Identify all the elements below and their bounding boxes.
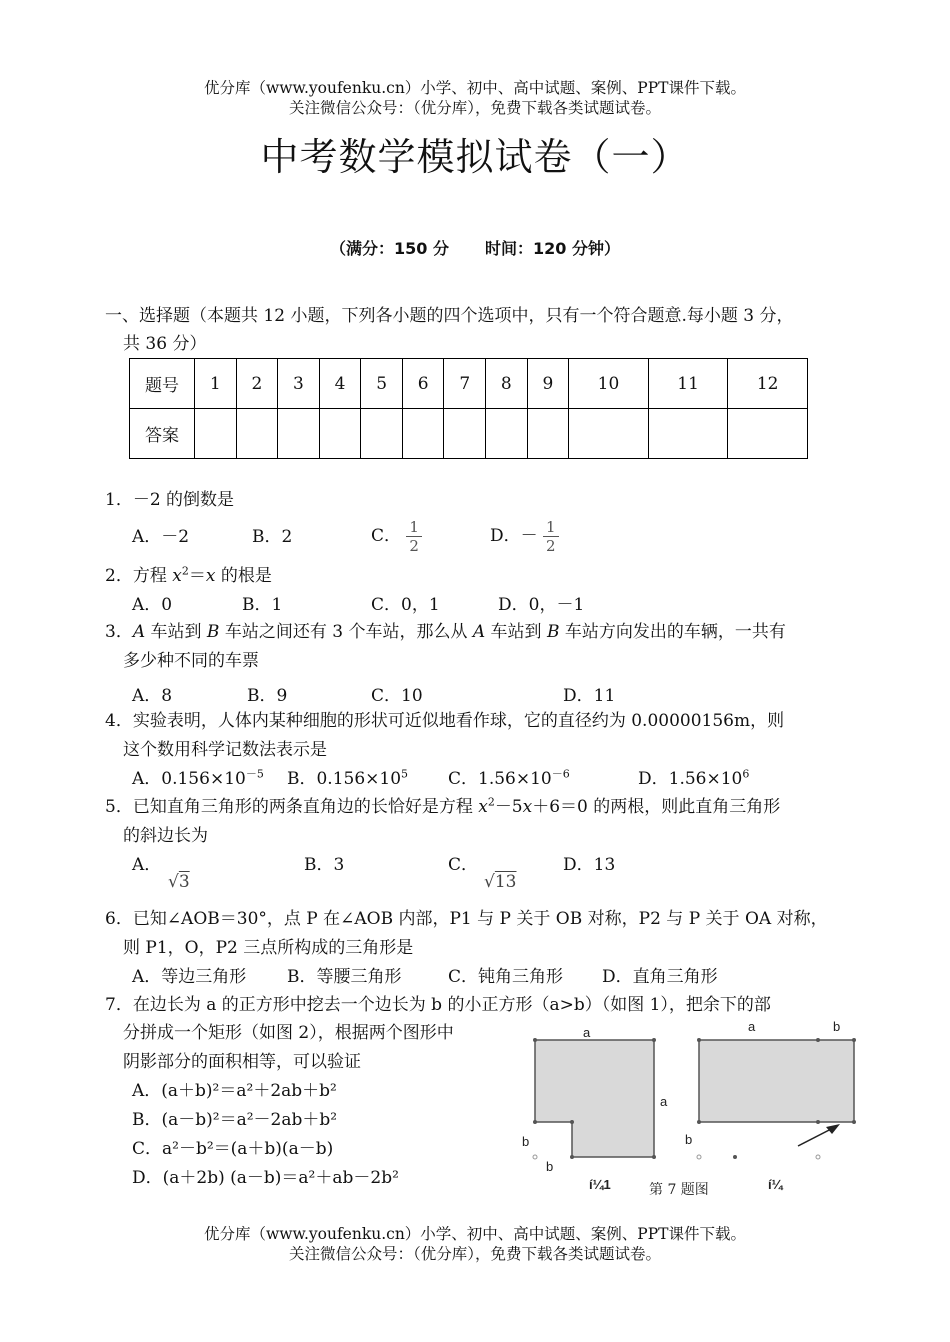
fig1-label: í¼1 bbox=[589, 1177, 611, 1192]
header-line-1: 优分库（www.youfenku.cn）小学、初中、高中试题、案例、PPT课件下载。 bbox=[203, 79, 747, 97]
q4-line-2: 这个数用科学记数法表示是 bbox=[123, 740, 327, 760]
answer-cell[interactable] bbox=[648, 409, 728, 459]
exam-info bbox=[0, 236, 950, 259]
q1-stem: 1．－2 的倒数是 bbox=[105, 490, 235, 510]
q3-option-d: D．11 bbox=[563, 686, 616, 706]
number-cell: 3 bbox=[278, 359, 320, 409]
fig1-shape bbox=[535, 1040, 654, 1157]
q3-line-2: 多少种不同的车票 bbox=[123, 651, 259, 671]
fig1-label-b-side: b bbox=[522, 1134, 530, 1149]
q5-line-2: 的斜边长为 bbox=[123, 826, 208, 846]
q7-option-d: D．(a＋2b) (a－b)＝a²＋ab－2b² bbox=[132, 1168, 399, 1188]
fig2-arrowhead bbox=[826, 1124, 840, 1134]
q5-option-b: B．3 bbox=[304, 855, 345, 875]
number-cell: 10 bbox=[569, 359, 649, 409]
q6-line-1: 6．已知∠AOB＝30°，点 P 在∠AOB 内部，P1 与 P 关于 OB 对称，P2 与 P 关于 OA 对称， bbox=[105, 909, 828, 929]
q2-option-d: D．0，－1 bbox=[498, 595, 585, 615]
q6-line-2: 则 P1，O，P2 三点所构成的三角形是 bbox=[123, 938, 414, 958]
q2-stem: 2．方程 $x^2=x$ 的根是 bbox=[105, 564, 272, 586]
q7-option-b: B．(a－b)²＝a²－2ab＋b² bbox=[132, 1110, 338, 1130]
fig2-shape bbox=[699, 1040, 854, 1122]
q5-line-1: 5．已知直角三角形的两条直角边的长恰好是方程 $x^2-5x+6=0$ 的两根，则此直角三角形 bbox=[105, 795, 781, 817]
q4-option-c: C．$1.56\times 10^{-6}$ bbox=[448, 767, 570, 789]
number-cell: 6 bbox=[402, 359, 444, 409]
answer-cell[interactable] bbox=[195, 409, 237, 459]
q5-option-a: A． bbox=[132, 855, 162, 875]
q1-option-b: B．2 bbox=[252, 527, 293, 547]
fig2-label-a-top: a bbox=[748, 1019, 756, 1034]
fraction: $\frac{1}{2}$ bbox=[406, 518, 422, 555]
q6-option-d: D．直角三角形 bbox=[602, 967, 718, 987]
answer-cell[interactable] bbox=[402, 409, 444, 459]
q2-option-a: A．0 bbox=[132, 595, 173, 615]
number-cell: 12 bbox=[728, 359, 808, 409]
number-cell: 2 bbox=[236, 359, 278, 409]
q5-option-c: C． bbox=[448, 855, 479, 875]
answer-cell[interactable] bbox=[569, 409, 649, 459]
fig1-label-b-bottom: b bbox=[546, 1159, 554, 1174]
row-label-answer: 答案 bbox=[130, 409, 195, 459]
row-label-number: 题号 bbox=[130, 359, 195, 409]
section-intro-line-1: 一、选择题（本题共 12 小题，下列各小题的四个选项中，只有一个符合题意.每小题 3 分， bbox=[105, 306, 794, 326]
answer-cell[interactable] bbox=[486, 409, 528, 459]
number-cell: 4 bbox=[319, 359, 361, 409]
q7-option-c: C．a²－b²＝(a＋b)(a－b) bbox=[132, 1139, 334, 1159]
figure-caption: 第 7 题图 bbox=[649, 1182, 709, 1198]
q5-option-c-radical: √13 bbox=[484, 872, 517, 892]
q2-option-b: B．1 bbox=[242, 595, 283, 615]
fig1-label-a-top: a bbox=[583, 1025, 591, 1040]
q7-line-1: 7．在边长为 a 的正方形中挖去一个边长为 b 的小正方形（a>b）（如图 1），把余下的部 bbox=[105, 995, 771, 1015]
q7-line-2: 分拼成一个矩形（如图 2），根据两个图形中 bbox=[123, 1023, 454, 1043]
q3-line-1: 3．A 车站到 B 车站之间还有 3 个车站，那么从 A 车站到 B 车站方向发出的车辆，一共有 bbox=[105, 622, 786, 642]
number-cell: 9 bbox=[527, 359, 569, 409]
answer-cell[interactable] bbox=[527, 409, 569, 459]
q6-option-b: B．等腰三角形 bbox=[287, 967, 402, 987]
number-cell: 11 bbox=[648, 359, 728, 409]
q6-option-a: A．等边三角形 bbox=[132, 967, 247, 987]
fraction: $\frac{1}{2}$ bbox=[543, 518, 559, 555]
q7-option-a: A．(a＋b)²＝a²＋2ab＋b² bbox=[132, 1081, 337, 1101]
number-cell: 7 bbox=[444, 359, 486, 409]
fig2-label-b-top: b bbox=[833, 1019, 841, 1034]
answer-cell[interactable] bbox=[236, 409, 278, 459]
q1-option-c: C． $\frac{1}{2}$ bbox=[371, 516, 422, 556]
q1-option-d: D．－ $\frac{1}{2}$ bbox=[490, 516, 559, 556]
q6-option-c: C．钝角三角形 bbox=[448, 967, 564, 987]
q4-option-d: D．$1.56\times 10^6$ bbox=[638, 767, 750, 789]
exam-time: 时间：120 分钟） bbox=[485, 239, 620, 258]
q7-line-3: 阴影部分的面积相等，可以验证 bbox=[123, 1052, 361, 1072]
q1-option-a: A．－2 bbox=[132, 527, 190, 547]
fig1-label-a-right: a bbox=[660, 1094, 668, 1109]
q3-option-c: C．10 bbox=[371, 686, 423, 706]
section-intro-line-2: 共 36 分） bbox=[123, 334, 207, 354]
answer-table bbox=[129, 358, 808, 459]
q5-option-d: D．13 bbox=[563, 855, 616, 875]
number-cell: 5 bbox=[361, 359, 403, 409]
q2-option-c: C．0，1 bbox=[371, 595, 440, 615]
q4-option-b: B．$0.156\times 10^5$ bbox=[287, 767, 409, 789]
answer-cell[interactable] bbox=[278, 409, 320, 459]
answer-cell[interactable] bbox=[361, 409, 403, 459]
page-title: 中考数学模拟试卷（一） bbox=[260, 135, 690, 179]
q4-line-1: 4．实验表明，人体内某种细胞的形状可近似地看作球，它的直径约为 0.00000156m，则 bbox=[105, 711, 785, 731]
number-cell: 1 bbox=[195, 359, 237, 409]
answer-row bbox=[130, 409, 808, 459]
answer-cell[interactable] bbox=[319, 409, 361, 459]
question-number-row bbox=[130, 359, 808, 409]
header-line-2: 关注微信公众号：（优分库），免费下载各类试题试卷。 bbox=[288, 99, 661, 117]
full-score: （满分：150 分 bbox=[330, 239, 449, 258]
fig2-label: í¼ bbox=[768, 1177, 783, 1192]
q4-option-a: A．$0.156\times 10^{-5}$ bbox=[132, 767, 264, 789]
footer-line-1: 优分库（www.youfenku.cn）小学、初中、高中试题、案例、PPT课件下载。 bbox=[203, 1225, 747, 1243]
q5-option-a-radical: √3 bbox=[168, 872, 190, 892]
fig2-label-b-side: b bbox=[685, 1132, 693, 1147]
q3-option-a: A．8 bbox=[132, 686, 173, 706]
q3-option-b: B．9 bbox=[247, 686, 288, 706]
number-cell: 8 bbox=[486, 359, 528, 409]
q7-figure bbox=[515, 1013, 865, 1203]
footer-line-2: 关注微信公众号：（优分库），免费下载各类试题试卷。 bbox=[288, 1245, 661, 1263]
answer-cell[interactable] bbox=[728, 409, 808, 459]
answer-cell[interactable] bbox=[444, 409, 486, 459]
